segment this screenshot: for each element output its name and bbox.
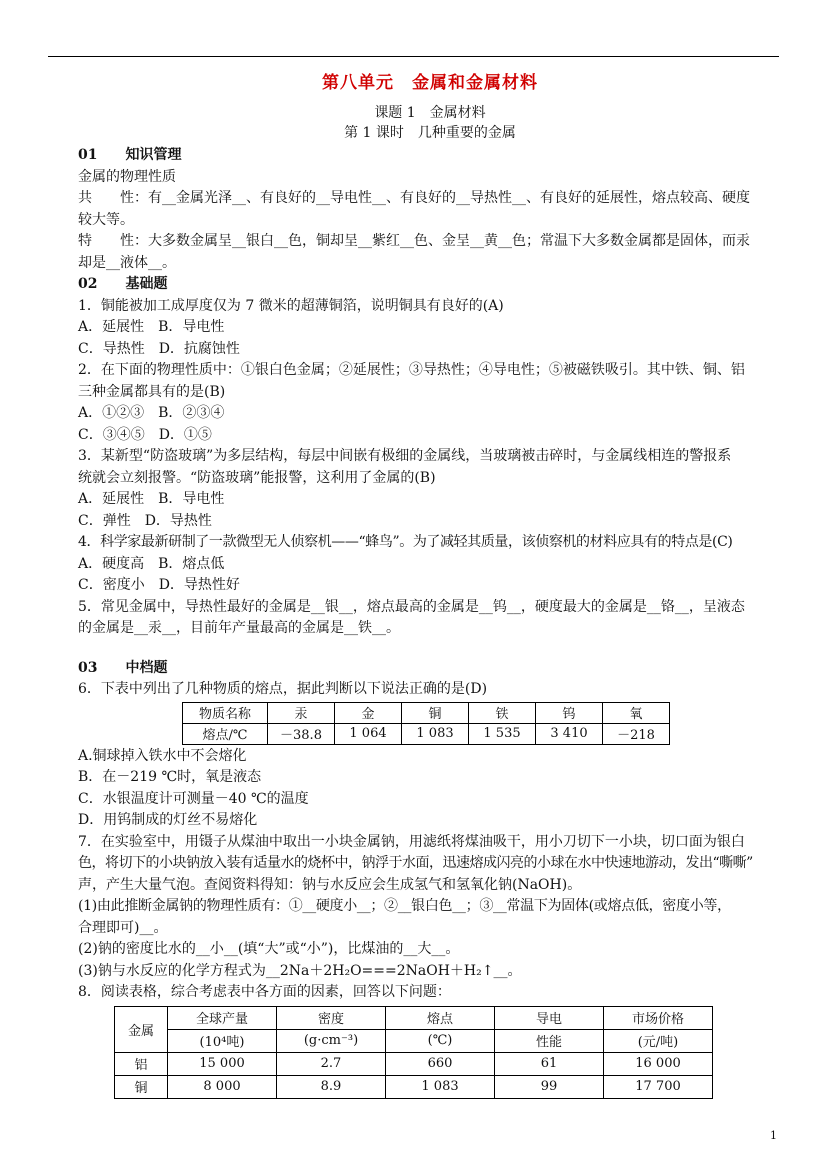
table-cell: －38.8 — [268, 723, 335, 744]
table-row — [115, 1075, 713, 1098]
table-cell: 铜 — [115, 1075, 168, 1098]
topic-heading: 金属的物理性质 — [78, 168, 176, 185]
question-7-line-1: 7．在实验室中，用镊子从煤油中取出一小块金属钠，用滤纸将煤油吸干，用小刀切下一小块，切口面为银白 — [78, 833, 745, 850]
table-row — [115, 1052, 713, 1075]
question-2-line-1: 2．在下面的物理性质中：①银白色金属；②延展性；③导热性；④导电性；⑤被磁铁吸引。其中铁、铜、铝 — [78, 362, 745, 378]
question-7-line-3: 声，产生大量气泡。查阅资料得知：钠与水反应会生成氢气和氢氧化钠(NaOH)。 — [78, 876, 582, 893]
table-cell: 3 410 — [536, 723, 603, 744]
metal-properties-table — [114, 1006, 713, 1099]
page-number: 1 — [770, 1129, 777, 1142]
question-1-options-ab: A．延展性 B．导电性 — [78, 319, 225, 335]
table-cell: 导电 — [495, 1006, 604, 1029]
table-cell: 熔点/℃ — [183, 723, 268, 744]
section-basic: 02 基础题 — [78, 276, 168, 292]
table-cell: 8 000 — [168, 1075, 277, 1098]
table-cell: (g·cm⁻³) — [277, 1029, 386, 1052]
table-cell: 全球产量 — [168, 1006, 277, 1029]
section-medium: 03 中档题 — [78, 659, 168, 676]
question-3-line-2: 统就会立刻报警。“防盗玻璃”能报警，这利用了金属的(B) — [78, 469, 436, 486]
common-line-1: 共 性：有__金属光泽__、有良好的__导电性__、有良好的__导热性__、有良好的延展性，熔点较高、硬度 — [78, 190, 750, 206]
table-row — [115, 1029, 713, 1052]
table-cell: (℃) — [386, 1029, 495, 1052]
table-cell: 熔点 — [386, 1006, 495, 1029]
question-7-part-1a: (1)由此推断金属钠的物理性质有：①__硬度小__；②__银白色__；③__常温下为固体(或熔点低，密度小等， — [78, 898, 731, 914]
table-row — [183, 723, 670, 744]
table-cell: 660 — [386, 1052, 495, 1075]
period-title: 第 1 课时 几种重要的金属 — [344, 125, 516, 141]
question-7-line-2: 色，将切下的小块钠放入装有适量水的烧杯中，钠浮于水面，迅速熔成闪亮的小球在水中快速地游动，发出“嘶嘶” — [78, 855, 753, 871]
lesson-title: 课题 1 金属材料 — [374, 105, 486, 121]
question-1: 1．铜能被加工成厚度仅为 7 微米的超薄铜箔，说明铜具有良好的(A) — [78, 297, 504, 314]
table-cell: 汞 — [268, 702, 335, 723]
question-5-line-2: 的金属是__汞__，目前年产量最高的金属是__铁__。 — [78, 620, 400, 636]
table-cell: 性能 — [495, 1029, 604, 1052]
question-7-part-2: (2)钠的密度比水的__小__(填“大”或“小”)，比煤油的__大__。 — [78, 941, 460, 957]
table-cell: 1 083 — [402, 723, 469, 744]
question-6-option-b: B．在－219 ℃时，氧是液态 — [78, 769, 262, 785]
special-line-2: 却是__液体__。 — [78, 254, 176, 271]
table-cell: 铝 — [115, 1052, 168, 1075]
question-3-options-ab: A．延展性 B．导电性 — [78, 491, 225, 507]
table-cell: 1 083 — [386, 1075, 495, 1098]
question-7-part-1b: 合理即可)__。 — [78, 919, 168, 936]
question-2-options-ab: A．①②③ B．②③④ — [78, 405, 225, 421]
table-cell: (元/吨) — [604, 1029, 713, 1052]
question-3-line-1: 3．某新型“防盗玻璃”为多层结构，每层中间嵌有极细的金属线，当玻璃被击碎时，与金属线相连的警报系 — [78, 448, 732, 464]
table-cell: 铁 — [469, 702, 536, 723]
question-4: 4．科学家最新研制了一款微型无人侦察机——“蜂鸟”。为了减轻其质量，该侦察机的材料应具有的特点是(C) — [78, 534, 733, 550]
section-knowledge: 01 知识管理 — [78, 147, 182, 163]
table-cell: (10⁴吨) — [168, 1029, 277, 1052]
question-4-options-ab: A．硬度高 B．熔点低 — [78, 555, 225, 572]
table-cell: 氧 — [603, 702, 670, 723]
question-5-line-1: 5．常见金属中，导热性最好的金属是__银__，熔点最高的金属是__钨__，硬度最大的金属是__铬__，呈液态 — [78, 598, 745, 615]
question-4-options-cd: C．密度小 D．导热性好 — [78, 577, 240, 593]
question-2-options-cd: C．③④⑤ D．①⑤ — [78, 426, 212, 443]
question-6-option-c: C．水银温度计可测量－40 ℃的温度 — [78, 790, 309, 807]
question-6-option-a: A.铜球掉入铁水中不会熔化 — [78, 747, 247, 764]
table-cell: 金 — [335, 702, 402, 723]
table-cell: 15 000 — [168, 1052, 277, 1075]
table-cell: 2.7 — [277, 1052, 386, 1075]
table-row — [183, 702, 670, 723]
table-cell: 金属 — [115, 1006, 168, 1052]
table-cell: 市场价格 — [604, 1006, 713, 1029]
table-cell: －218 — [603, 723, 670, 744]
unit-title: 第八单元 金属和金属材料 — [322, 73, 538, 93]
table-cell: 1 064 — [335, 723, 402, 744]
header-rule — [48, 56, 779, 57]
table-cell: 17 700 — [604, 1075, 713, 1098]
question-3-options-cd: C．弹性 D．导热性 — [78, 512, 212, 529]
table-cell: 铜 — [402, 702, 469, 723]
common-line-2: 较大等。 — [78, 211, 134, 228]
table-row — [115, 1006, 713, 1029]
question-6-option-d: D．用钨制成的灯丝不易熔化 — [78, 812, 258, 828]
question-6: 6．下表中列出了几种物质的熔点，据此判断以下说法正确的是(D) — [78, 681, 488, 697]
table-cell: 99 — [495, 1075, 604, 1098]
table-cell: 16 000 — [604, 1052, 713, 1075]
table-cell: 8.9 — [277, 1075, 386, 1098]
melting-point-table — [182, 702, 670, 745]
document-body — [78, 66, 782, 1099]
question-1-options-cd: C．导热性 D．抗腐蚀性 — [78, 340, 240, 357]
question-7-part-3: (3)钠与水反应的化学方程式为__2Na＋2H₂O===2NaOH＋H₂↑__。 — [78, 962, 522, 979]
question-2-line-2: 三种金属都具有的是(B) — [78, 383, 226, 400]
table-cell: 61 — [495, 1052, 604, 1075]
table-cell: 物质名称 — [183, 702, 268, 723]
table-cell: 密度 — [277, 1006, 386, 1029]
table-cell: 钨 — [536, 702, 603, 723]
table-cell: 1 535 — [469, 723, 536, 744]
question-8: 8．阅读表格，综合考虑表中各方面的因素，回答以下问题： — [78, 984, 451, 1000]
special-line-1: 特 性：大多数金属呈__银白__色，铜却呈__紫红__色、金呈__黄__色；常温下大多数金属都是固体，而汞 — [78, 233, 750, 249]
